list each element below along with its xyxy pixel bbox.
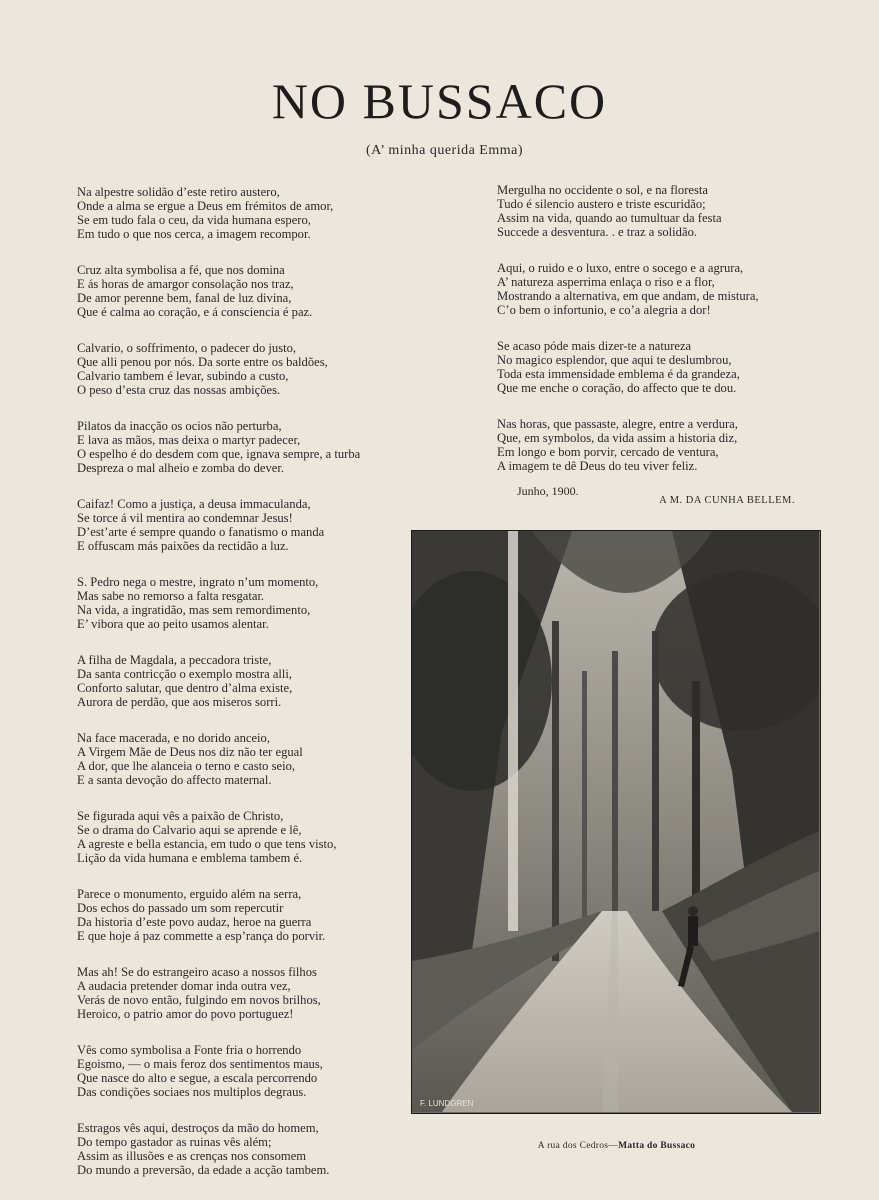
poem-line: Nas horas, que passaste, alegre, entre a verdura, <box>497 417 738 431</box>
forest-road-photo <box>411 530 821 1114</box>
caption-plain: A rua dos Cedros— <box>537 1141 619 1151</box>
author-signature: A M. DA CUNHA BELLEM. <box>659 495 795 506</box>
poem-line: Mas sabe no remorso a falta resgatar. <box>77 589 265 603</box>
photo-signature: F. LUNDGREN <box>420 1099 474 1108</box>
caption-bold: Matta do Bussaco <box>618 1141 696 1151</box>
poem-line: C’o bem o infortunio, e co’a alegria a dor! <box>497 303 711 317</box>
poem-line: Mergulha no occidente o sol, e na floresta <box>497 183 708 197</box>
poem-line: Na vida, a ingratidão, mas sem remordimento, <box>77 603 311 617</box>
poem-line: Em longo e bom porvir, cercado de ventura, <box>497 445 719 459</box>
stanza <box>497 183 817 239</box>
poem-line: S. Pedro nega o mestre, ingrato n’um momento, <box>77 575 319 589</box>
poem-line: Despreza o mal alheio e zomba do dever. <box>77 461 285 475</box>
poem-line: Se o drama do Calvario aqui se aprende e lê, <box>77 823 302 837</box>
poem-line: Das condições sociaes nos multiplos degraus. <box>77 1085 307 1099</box>
stanza <box>77 1043 422 1099</box>
poem-line: Se torce á vil mentira ao condemnar Jesus! <box>77 511 293 525</box>
stanza <box>77 497 422 553</box>
poem-line: Do mundo a preversão, da edade a acção tambem. <box>77 1163 330 1177</box>
poem-line: A dor, que lhe alanceia o terno e casto seio, <box>77 759 296 773</box>
stanza <box>77 809 422 865</box>
poem-line: Mostrando a alternativa, em que andam, de mistura, <box>497 289 759 303</box>
stanza <box>77 653 422 709</box>
poem-line: A’ natureza asperrima enlaça o riso e a flor, <box>497 275 715 289</box>
poem-line: A imagem te dê Deus do teu viver feliz. <box>497 459 698 473</box>
poem-line: Verás de novo então, fulgindo em novos brilhos, <box>77 993 321 1007</box>
poem-line: Se figurada aqui vês a paixão de Christo, <box>77 809 284 823</box>
poem-line: Na face macerada, e no dorido anceio, <box>77 731 270 745</box>
poem-line: De amor perenne bem, fanal de luz divina, <box>77 291 292 305</box>
poem-line: Succede a desventura. . e traz a solidão. <box>497 225 698 239</box>
poem-line: O peso d’esta cruz das nossas ambições. <box>77 383 281 397</box>
poem-line: Que me enche o coração, do affecto que te dou. <box>497 381 737 395</box>
poem-line: A Virgem Mãe de Deus nos diz não ter egual <box>77 745 303 759</box>
stanza <box>77 419 422 475</box>
poem-line: Onde a alma se ergue a Deus em frémitos de amor, <box>77 199 334 213</box>
stanza <box>77 263 422 319</box>
stanza <box>77 965 422 1021</box>
stanza <box>77 731 422 787</box>
date-line: Junho, 1900. <box>517 484 579 498</box>
poem-line: Calvario, o soffrimento, o padecer do justo, <box>77 341 297 355</box>
page-title: NO BUSSACO <box>271 73 608 129</box>
poem-line: Heroico, o patrio amor do povo portuguez! <box>77 1007 294 1021</box>
poem-line: E ás horas de amargor consolação nos traz, <box>77 277 294 291</box>
poem-line: Toda esta immensidade emblema é da grandeza, <box>497 367 740 381</box>
poem-line: Que nasce do alto e segue, a escala percorrendo <box>77 1071 318 1085</box>
poem-left-column <box>77 185 422 1199</box>
poem-line: Conforto salutar, que dentro d’alma existe, <box>77 681 293 695</box>
poem-line: D’est’arte é sempre quando o fanatismo o manda <box>77 525 325 539</box>
poem-line: E que hoje á paz commette a esp’rança do porvir. <box>77 929 326 943</box>
poem-line: Lição da vida humana e emblema tambem é. <box>77 851 303 865</box>
dedication: (A’ minha querida Emma) <box>365 143 524 158</box>
poem-line: Tudo é silencio austero e triste escuridão; <box>497 197 706 211</box>
poem-line: Calvario tambem é levar, subindo a custo, <box>77 369 289 383</box>
poem-line: Do tempo gastador as ruinas vês além; <box>77 1135 272 1149</box>
stanza <box>77 341 422 397</box>
poem-line: A audacia pretender domar inda outra vez, <box>77 979 291 993</box>
poem-line: Que é calma ao coração, e á consciencia é paz. <box>77 305 313 319</box>
photo-caption <box>0 1141 879 1151</box>
stanza <box>77 575 422 631</box>
poem-line: A filha de Magdala, a peccadora triste, <box>77 653 272 667</box>
poem-line: Em tudo o que nos cerca, a imagem recompor. <box>77 227 311 241</box>
poem-line: E’ vibora que ao peito usamos alentar. <box>77 617 269 631</box>
poem-line: E a santa devoção do affecto maternal. <box>77 773 272 787</box>
poem-line: Da historia d’este povo audaz, heroe na guerra <box>77 915 312 929</box>
poem-line: E offuscam más paixões da rectidão a luz. <box>77 539 289 553</box>
poem-right-column <box>497 183 817 495</box>
poem-line: Da santa contricção o exemplo mostra alli, <box>77 667 293 681</box>
poem-line: Se acaso póde mais dizer-te a natureza <box>497 339 692 353</box>
poem-line: Aqui, o ruido e o luxo, entre o socego e a agrura, <box>497 261 744 275</box>
poem-line: Aurora de perdão, que aos miseros sorri. <box>77 695 282 709</box>
poem-line: O espelho é do desdem com que, ignava sempre, a turba <box>77 447 361 461</box>
poem-line: Cruz alta symbolisa a fé, que nos domina <box>77 263 285 277</box>
poem-line: Parece o monumento, erguido além na serra, <box>77 887 302 901</box>
poem-line: Mas ah! Se do estrangeiro acaso a nossos filhos <box>77 965 317 979</box>
poem-line: Que, em symbolos, da vida assim a historia diz, <box>497 431 738 445</box>
poem-line: Vês como symbolisa a Fonte fria o horrendo <box>77 1043 302 1057</box>
poem-line: A agreste e bella estancia, em tudo o que tens visto, <box>77 837 337 851</box>
poem-line: Pilatos da inacção os ocios não perturba, <box>77 419 282 433</box>
stanza <box>77 185 422 241</box>
stanza <box>77 887 422 943</box>
poem-line: No magico esplendor, que aqui te deslumbrou, <box>497 353 732 367</box>
poem-line: E lava as mãos, mas deixa o martyr padecer, <box>77 433 301 447</box>
stanza <box>497 417 817 473</box>
poem-line: Se em tudo fala o ceu, da vida humana espero, <box>77 213 311 227</box>
poem-line: Caifaz! Como a justiça, a deusa immaculanda, <box>77 497 311 511</box>
poem-line: Que alli penou por nós. Da sorte entre os baldões, <box>77 355 328 369</box>
poem-line: Assim na vida, quando ao tumultuar da festa <box>497 211 722 225</box>
poem-line: Estragos vês aqui, destroços da mão do homem, <box>77 1121 319 1135</box>
stanza <box>497 339 817 395</box>
stanza <box>497 261 817 317</box>
poem-line: Egoismo, — o mais feroz dos sentimentos maus, <box>77 1057 323 1071</box>
poem-line: Dos echos do passado um som repercutir <box>77 901 284 915</box>
poem-line: Assim as illusões e as crenças nos consomem <box>77 1149 307 1163</box>
poem-line: Na alpestre solidão d’este retiro austero, <box>77 185 280 199</box>
